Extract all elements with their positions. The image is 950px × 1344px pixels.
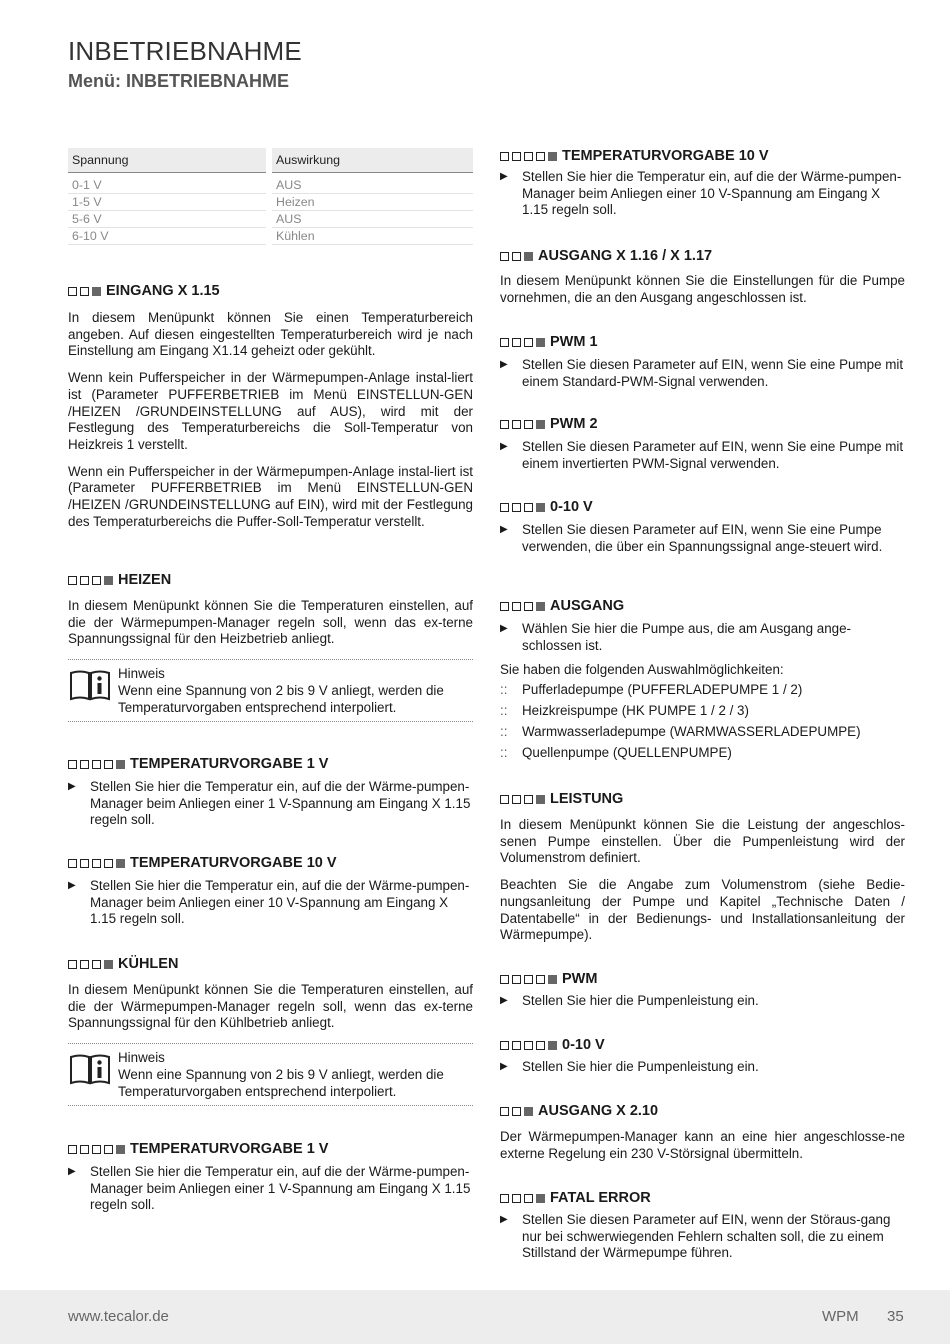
section-heading	[500, 790, 905, 808]
bullet-text: Stellen Sie diesen Parameter auf EIN, wenn Sie eine Pumpe mit einem Standard-PWM-Signal verwenden.	[522, 357, 904, 389]
section-leistung	[500, 790, 905, 944]
section-title: EINGANG X 1.15	[106, 283, 220, 299]
paragraph: In diesem Menüpunkt können Sie die Temperaturen einstellen, auf die der Wärmepumpen-Manager regeln soll, wenn das ex-terne Spannungssignal für den Kühlbetrieb anliegt.	[68, 982, 473, 1031]
section-title: TEMPERATURVORGABE 1 V	[130, 1141, 329, 1157]
paragraph: Beachten Sie die Angabe zum Volumenstrom (siehe Bedie-nungsanleitung der Pumpe und Kapitel „Technische Daten / Datentabelle“ in der Bedienungs- und Installationsanleitung der Wärmepumpe).	[500, 877, 905, 943]
bullet-text: Stellen Sie hier die Pumpenleistung ein.	[522, 1059, 759, 1074]
bullet-item	[500, 169, 905, 219]
table-cell: Kühlen	[272, 228, 473, 245]
footer-url: www.tecalor.de	[68, 1308, 169, 1325]
level-indicator-icon	[68, 760, 128, 769]
bullet-arrow-icon: ▶	[500, 995, 508, 1006]
level-indicator-icon	[500, 795, 548, 804]
table-header-row	[68, 148, 473, 173]
note-text: Wenn eine Spannung von 2 bis 9 V anliegt, werden die Temperaturvorgaben entsprechend interpoliert.	[118, 682, 444, 715]
table-row	[68, 194, 473, 211]
bullet-item	[500, 621, 905, 654]
list-item	[500, 742, 905, 763]
section-heading	[500, 1189, 905, 1207]
section-title: FATAL ERROR	[550, 1190, 651, 1206]
section-heading	[500, 498, 905, 516]
voltage-table	[68, 148, 473, 245]
section-title: TEMPERATURVORGABE 1 V	[130, 756, 329, 772]
section-heading	[68, 571, 473, 589]
list-item-text: Heizkreispumpe (HK PUMPE 1 / 2 / 3)	[522, 703, 749, 719]
bullet-arrow-icon: ▶	[500, 171, 508, 182]
book-icon	[68, 1050, 118, 1100]
bullet-text: Stellen Sie hier die Temperatur ein, auf die der Wärme-pumpen-Manager beim Anliegen einer 1 V-Spannung am Eingang X 1.15 regeln soll.	[90, 779, 471, 828]
bullet-item	[500, 439, 905, 472]
section-title: 0-10 V	[562, 1037, 605, 1053]
bullet-text: Stellen Sie hier die Temperatur ein, auf die der Wärme-pumpen-Manager beim Anliegen einer 1 V-Spannung am Eingang X 1.15 regeln soll.	[90, 1164, 471, 1213]
bullet-item	[500, 1059, 905, 1076]
section-title: 0-10 V	[550, 499, 593, 515]
paragraph: In diesem Menüpunkt können Sie die Einstellungen für die Pumpe vornehmen, die an den Ausgang angeschlossen ist.	[500, 273, 905, 305]
section-title: AUSGANG X 1.16 / X 1.17	[538, 248, 713, 264]
level-indicator-icon	[500, 503, 548, 512]
section-title: AUSGANG	[550, 598, 625, 614]
footer-doc-name: WPM	[822, 1308, 859, 1325]
bullet-item	[68, 1164, 473, 1214]
paragraph: In diesem Menüpunkt können Sie einen Temperaturbereich angeben. Auf diesen eingestellten Temperaturbereich wird je nach Einstellung am Eingang X1.14 geheizt oder gekühlt.	[68, 310, 473, 359]
section-pwm2	[500, 415, 905, 472]
level-indicator-icon	[500, 338, 548, 347]
section-title: HEIZEN	[118, 572, 172, 588]
section-heading	[500, 415, 905, 433]
section-heading	[68, 854, 473, 872]
section-title: TEMPERATURVORGABE 10 V	[562, 148, 769, 164]
section-temperaturvorgabe-1v-heizen	[68, 755, 473, 829]
section-title: AUSGANG X 2.10	[538, 1103, 659, 1119]
book-icon	[68, 666, 118, 716]
section-title: PWM	[562, 971, 598, 987]
section-ausgang-x210	[500, 1102, 905, 1162]
bullet-arrow-icon: ▶	[68, 781, 76, 792]
section-ausgang-x116	[500, 247, 905, 306]
voltage-table-block	[68, 148, 473, 245]
section-heading	[500, 1036, 905, 1054]
column-header: Auswirkung	[272, 148, 473, 173]
level-indicator-icon	[68, 576, 116, 585]
section-heading	[68, 755, 473, 773]
section-heading	[500, 970, 905, 988]
list-item-text: Quellenpumpe (QUELLENPUMPE)	[522, 745, 732, 761]
bullet-arrow-icon: ▶	[500, 623, 508, 634]
list-dots-icon: ::	[500, 724, 508, 740]
level-indicator-icon	[500, 1041, 560, 1050]
note-title: Hinweis	[118, 1050, 165, 1066]
bullet-arrow-icon: ▶	[500, 1214, 508, 1225]
section-title: PWM 1	[550, 334, 598, 350]
section-0-10v-leistung	[500, 1036, 905, 1076]
list-dots-icon: ::	[500, 682, 508, 698]
level-indicator-icon	[500, 602, 548, 611]
list-dots-icon: ::	[500, 703, 508, 719]
bullet-item	[500, 993, 905, 1010]
section-heading	[68, 282, 473, 300]
level-indicator-icon	[68, 960, 116, 969]
section-heading	[500, 147, 905, 165]
bullet-text: Stellen Sie hier die Pumpenleistung ein.	[522, 993, 759, 1008]
bullet-text: Stellen Sie diesen Parameter auf EIN, wenn der Störaus-gang nur bei schwerwiegenden Fehlern schalten soll, die zu einem Stillstand der Wärmepumpe führen.	[522, 1212, 891, 1261]
note-text: Wenn eine Spannung von 2 bis 9 V anliegt, werden die Temperaturvorgaben entsprechend interpoliert.	[118, 1066, 444, 1099]
level-indicator-icon	[500, 152, 560, 161]
section-temperaturvorgabe-10v-heizen	[68, 854, 473, 928]
section-kuehlen	[68, 955, 473, 1106]
section-heading	[68, 955, 473, 973]
list-item	[500, 679, 905, 700]
section-title: LEISTUNG	[550, 791, 624, 807]
section-heading	[500, 247, 905, 265]
list-item-text: Warmwasserladepumpe (WARMWASSERLADEPUMPE)	[522, 724, 861, 740]
bullet-text: Stellen Sie diesen Parameter auf EIN, wenn Sie eine Pumpe mit einem invertierten PWM-Signal verwenden.	[522, 439, 904, 471]
section-eingang	[68, 282, 473, 530]
section-heading	[500, 597, 905, 615]
level-indicator-icon	[500, 420, 548, 429]
level-indicator-icon	[500, 1194, 548, 1203]
bullet-text: Stellen Sie hier die Temperatur ein, auf die der Wärme-pumpen-Manager beim Anliegen einer 10 V-Spannung am Eingang X 1.15 regeln soll.	[90, 878, 470, 927]
table-row	[68, 228, 473, 245]
bullet-arrow-icon: ▶	[500, 1061, 508, 1072]
note-box	[68, 659, 473, 722]
page-subtitle: Menü: INBETRIEBNAHME	[68, 71, 289, 91]
table-row	[68, 211, 473, 228]
section-heading	[500, 1102, 905, 1120]
table-cell: 6-10 V	[68, 228, 266, 245]
table-cell: 1-5 V	[68, 194, 266, 211]
page-title: INBETRIEBNAHME	[68, 36, 302, 66]
section-heizen	[68, 571, 473, 722]
bullet-item	[500, 522, 905, 555]
bullet-item	[68, 779, 473, 829]
section-0-10v	[500, 498, 905, 555]
bullet-text: Stellen Sie hier die Temperatur ein, auf die der Wärme-pumpen-Manager beim Anliegen einer 10 V-Spannung am Eingang X 1.15 regeln soll.	[522, 169, 902, 218]
level-indicator-icon	[68, 859, 128, 868]
paragraph: Der Wärmepumpen-Manager kann an eine hier angeschlosse-ne externe Regelung ein 230 V-Störsignal übermitteln.	[500, 1129, 905, 1161]
bullet-arrow-icon: ▶	[68, 880, 76, 891]
bullet-text: Wählen Sie hier die Pumpe aus, die am Ausgang ange-schlossen ist.	[522, 621, 852, 653]
table-cell: 0-1 V	[68, 173, 266, 194]
note-box	[68, 1043, 473, 1106]
list-item	[500, 700, 905, 721]
paragraph: Wenn ein Pufferspeicher in der Wärmepumpen-Anlage instal-liert ist (Parameter PUFFERBETRIEB im Menü EINSTELLUN-GEN /HEIZEN /GRUNDEINSTELLUNG auf EIN), wird mit der Festlegung des Temperaturbereichs die Puffer-Soll-Temperatur verstellt.	[68, 463, 473, 529]
note-title: Hinweis	[118, 666, 165, 682]
level-indicator-icon	[500, 252, 536, 261]
bullet-arrow-icon: ▶	[500, 359, 508, 370]
table-cell: AUS	[272, 173, 473, 194]
list-dots-icon: ::	[500, 745, 508, 761]
table-row	[68, 173, 473, 194]
bullet-arrow-icon: ▶	[500, 524, 508, 535]
level-indicator-icon	[68, 287, 104, 296]
table-cell: 5-6 V	[68, 211, 266, 228]
level-indicator-icon	[68, 1145, 128, 1154]
bullet-item	[500, 357, 905, 390]
section-temperaturvorgabe-1v-kuehlen	[68, 1140, 473, 1214]
list-item	[500, 721, 905, 742]
level-indicator-icon	[500, 975, 560, 984]
paragraph: Sie haben die folgenden Auswahlmöglichkeiten:	[500, 662, 784, 678]
table-cell: AUS	[272, 211, 473, 228]
section-title: PWM 2	[550, 416, 598, 432]
bullet-item	[500, 1212, 905, 1262]
level-indicator-icon	[500, 1107, 536, 1116]
section-title: KÜHLEN	[118, 956, 179, 972]
bullet-text: Stellen Sie diesen Parameter auf EIN, wenn Sie eine Pumpe verwenden, die über ein Spannungssignal ange-steuert wird.	[522, 522, 883, 554]
table-cell: Heizen	[272, 194, 473, 211]
column-header: Spannung	[68, 148, 266, 173]
section-heading	[68, 1140, 473, 1158]
bullet-arrow-icon: ▶	[68, 1166, 76, 1177]
paragraph: Wenn kein Pufferspeicher in der Wärmepumpen-Anlage instal-liert ist (Parameter PUFFERBETRIEB im Menü EINSTELLUN-GEN /HEIZEN /GRUNDEINSTELLUNG auf AUS), wird mit der Festlegung des Temperaturbereichs die Soll-Temperatur von Heizkreis 1 verstellt.	[68, 370, 473, 452]
section-title: TEMPERATURVORGABE 10 V	[130, 855, 337, 871]
section-pwm1	[500, 333, 905, 390]
paragraph: In diesem Menüpunkt können Sie die Temperaturen einstellen, auf die der Wärmepumpen-Manager regeln soll, wenn das ex-terne Spannungssignal für den Heizbetrieb anliegt.	[68, 598, 473, 647]
page-number: 35	[887, 1308, 904, 1325]
section-temperaturvorgabe-10v-kuehlen	[500, 147, 905, 219]
section-ausgang	[500, 597, 905, 763]
section-pwm	[500, 970, 905, 1010]
bullet-arrow-icon: ▶	[500, 441, 508, 452]
bullet-item	[68, 878, 473, 928]
section-fatal-error	[500, 1189, 905, 1262]
list-item-text: Pufferladepumpe (PUFFERLADEPUMPE 1 / 2)	[522, 682, 803, 698]
page-footer	[0, 1290, 950, 1344]
section-heading	[500, 333, 905, 351]
paragraph: In diesem Menüpunkt können Sie die Leistung der angeschlos-senen Pumpe einstellen. Über die Pumpenleistung wird der Volumenstrom definiert.	[500, 817, 905, 866]
